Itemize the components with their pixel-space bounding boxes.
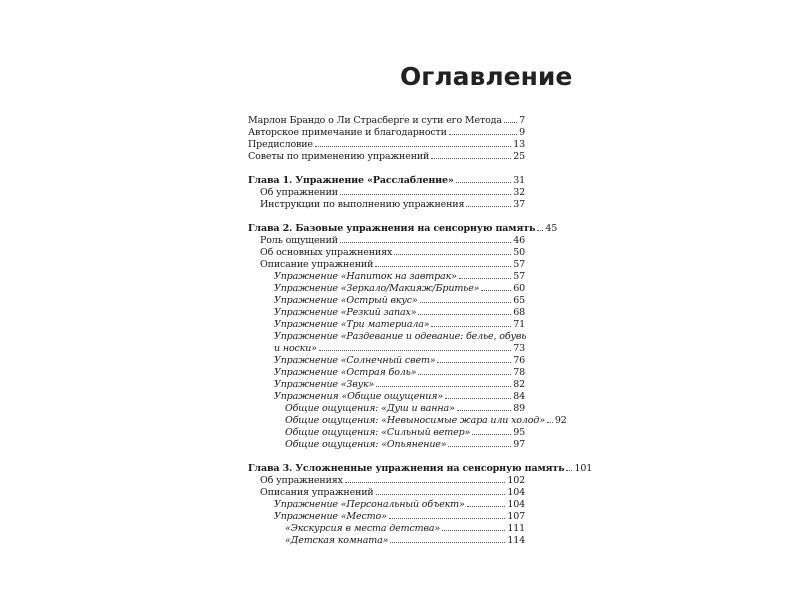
toc-page-number: 50 (513, 247, 525, 258)
toc-entry[interactable] (248, 499, 525, 511)
toc-entry[interactable] (248, 391, 525, 403)
toc-entry-label: Об упражнении (260, 187, 338, 198)
page-title: Оглавление (400, 62, 573, 91)
toc-leader-dots (376, 385, 511, 387)
toc-entry-label: Упражнение «Место» (274, 511, 387, 522)
toc-entry[interactable] (248, 127, 525, 139)
toc-leader-dots (456, 181, 511, 183)
toc-leader-dots (449, 133, 517, 135)
toc-leader-dots (431, 157, 511, 159)
toc-entry[interactable] (248, 295, 525, 307)
toc-entry-label: Об упражнениях (260, 475, 343, 486)
toc-page-number: 78 (513, 367, 525, 378)
toc-leader-dots (375, 265, 511, 267)
toc-leader-dots (457, 409, 512, 411)
toc-leader-dots (448, 445, 511, 447)
toc-page-number: 76 (513, 355, 525, 366)
toc-entry[interactable] (248, 511, 525, 523)
toc-entry-label: Упражнение «Звук» (274, 379, 375, 390)
toc-entry-label: Общие ощущения: «Сильный ветер» (285, 427, 471, 438)
toc-entry-label: «Детская комната» (285, 535, 389, 546)
toc-entry[interactable] (248, 115, 525, 127)
toc-page-number: 92 (554, 415, 567, 426)
toc-entry-label: Роль ощущений (260, 235, 338, 246)
toc-leader-dots (390, 541, 505, 543)
toc-leader-dots (340, 193, 511, 195)
toc-page-number: 32 (513, 187, 525, 198)
toc-chapter-entry[interactable] (248, 463, 593, 475)
toc-page-number: 65 (513, 295, 525, 306)
toc-entry-label: Упражнение «Солнечный свет» (274, 355, 436, 366)
table-of-contents (248, 115, 593, 547)
toc-entry-label: Об основных упражнениях (260, 247, 393, 258)
toc-leader-dots (394, 253, 511, 255)
toc-entry-label: Общие ощущения: «Опьянение» (285, 439, 447, 450)
toc-entry-label: Глава 3. Усложненные упражнения на сенсорную память (248, 463, 565, 474)
toc-page-number: 31 (513, 175, 525, 186)
toc-entry[interactable] (248, 139, 525, 151)
toc-page-number: 68 (513, 307, 525, 318)
toc-page-number: 101 (574, 463, 593, 474)
toc-leader-dots (389, 517, 506, 519)
toc-entry[interactable] (248, 259, 525, 271)
toc-leader-dots (537, 229, 543, 231)
toc-chapter-entry[interactable] (248, 175, 525, 187)
toc-leader-dots (442, 529, 505, 531)
toc-page-number: 95 (513, 427, 525, 438)
toc-entry[interactable] (248, 535, 525, 547)
toc-entry-label: Упражнения «Общие ощущения» (274, 391, 444, 402)
toc-leader-dots (376, 493, 506, 495)
toc-page-number: 60 (513, 283, 525, 294)
toc-gap (248, 211, 525, 223)
toc-leader-dots (467, 505, 506, 507)
toc-leader-dots (345, 481, 506, 483)
toc-entry-label: «Экскурсия в места детства» (285, 523, 441, 534)
toc-page-number: 57 (513, 259, 525, 270)
toc-page-number: 57 (513, 271, 525, 282)
toc-entry[interactable] (248, 247, 525, 259)
toc-entry-label: Упражнение «Острый вкус» (274, 295, 418, 306)
toc-entry[interactable] (248, 319, 525, 331)
toc-entry[interactable] (248, 355, 525, 367)
toc-entry[interactable] (248, 367, 525, 379)
toc-leader-dots (431, 325, 511, 327)
toc-entry-label: и носки» (274, 343, 317, 354)
toc-page-number: 102 (507, 475, 525, 486)
toc-entry-label: Описания упражнений (260, 487, 374, 498)
toc-entry-label: Глава 2. Базовые упражнения на сенсорную память (248, 223, 536, 234)
toc-leader-dots (547, 421, 553, 423)
toc-entry[interactable] (248, 343, 525, 355)
toc-entry[interactable] (248, 307, 525, 319)
toc-leader-dots (319, 349, 511, 351)
toc-leader-dots (466, 205, 511, 207)
toc-entry-label: Упражнение «Зеркало/Макияж/Бритье» (274, 283, 480, 294)
toc-page-number: 13 (513, 139, 525, 150)
toc-page-number: 104 (507, 499, 525, 510)
toc-leader-dots (418, 373, 511, 375)
toc-page-number: 89 (513, 403, 525, 414)
toc-page-number: 7 (519, 115, 525, 126)
toc-gap (248, 451, 525, 463)
toc-entry-label: Упражнение «Три материала» (274, 319, 430, 330)
toc-leader-dots (459, 277, 511, 279)
toc-entry-label: Упражнение «Напиток на завтрак» (274, 271, 457, 282)
toc-entry[interactable] (248, 523, 525, 535)
toc-page-number: 37 (513, 199, 525, 210)
toc-entry[interactable] (248, 271, 525, 283)
toc-entry[interactable] (248, 235, 525, 247)
toc-entry[interactable] (248, 403, 525, 415)
toc-entry-label: Глава 1. Упражнение «Расслабление» (248, 175, 454, 186)
toc-entry[interactable] (248, 151, 525, 163)
toc-page-number: 104 (507, 487, 525, 498)
toc-entry[interactable] (248, 439, 525, 451)
toc-entry[interactable] (248, 187, 525, 199)
toc-leader-dots (437, 361, 511, 363)
toc-page-number: 97 (513, 439, 525, 450)
toc-leader-dots (504, 121, 517, 123)
toc-page-number: 82 (513, 379, 525, 390)
toc-page-number: 114 (507, 535, 525, 546)
toc-leader-dots (445, 397, 511, 399)
toc-entry-label: Упражнение «Раздевание и одевание: белье, обувь (274, 331, 527, 342)
toc-entry-label: Упражнение «Острая боль» (274, 367, 417, 378)
toc-entry[interactable] (248, 199, 525, 211)
toc-leader-dots (340, 241, 511, 243)
toc-leader-dots (420, 301, 512, 303)
toc-chapter-entry[interactable] (248, 223, 558, 235)
toc-page-number: 71 (513, 319, 525, 330)
toc-gap (248, 163, 525, 175)
toc-leader-dots (472, 433, 511, 435)
toc-entry-label: Общие ощущения: «Душ и ванна» (285, 403, 455, 414)
toc-entry-label: Предисловие (248, 139, 313, 150)
toc-entry[interactable] (248, 487, 525, 499)
toc-entry-label: Общие ощущения: «Невыносимые жара или холод» (285, 415, 545, 426)
toc-page-number: 9 (519, 127, 525, 138)
toc-page-number: 111 (507, 523, 525, 534)
toc-entry-label: Советы по применению упражнений (248, 151, 430, 162)
toc-page-number: 73 (513, 343, 525, 354)
toc-entry-label: Упражнение «Персональный объект» (274, 499, 465, 510)
toc-leader-dots (315, 145, 511, 147)
toc-entry-label: Авторское примечание и благодарности (248, 127, 447, 138)
toc-entry-label: Упражнение «Резкий запах» (274, 307, 417, 318)
toc-entry[interactable] (248, 475, 525, 487)
toc-page-number: 46 (513, 235, 525, 246)
toc-entry[interactable] (248, 379, 525, 391)
toc-entry-label: Инструкции по выполнению упражнения (260, 199, 465, 210)
toc-entry-label: Марлон Брандо о Ли Страсберге и сути его Метода (248, 115, 502, 126)
toc-entry[interactable] (248, 427, 525, 439)
toc-entry[interactable] (248, 283, 525, 295)
toc-page-number: 107 (507, 511, 525, 522)
toc-page-number: 25 (513, 151, 525, 162)
toc-page-number: 84 (513, 391, 525, 402)
toc-leader-dots (481, 289, 511, 291)
toc-leader-dots (566, 469, 572, 471)
toc-entry[interactable] (248, 331, 525, 343)
toc-entry-label: Описание упражнений (260, 259, 374, 270)
toc-entry[interactable] (248, 415, 567, 427)
toc-page-number: 45 (545, 223, 558, 234)
toc-leader-dots (418, 313, 511, 315)
